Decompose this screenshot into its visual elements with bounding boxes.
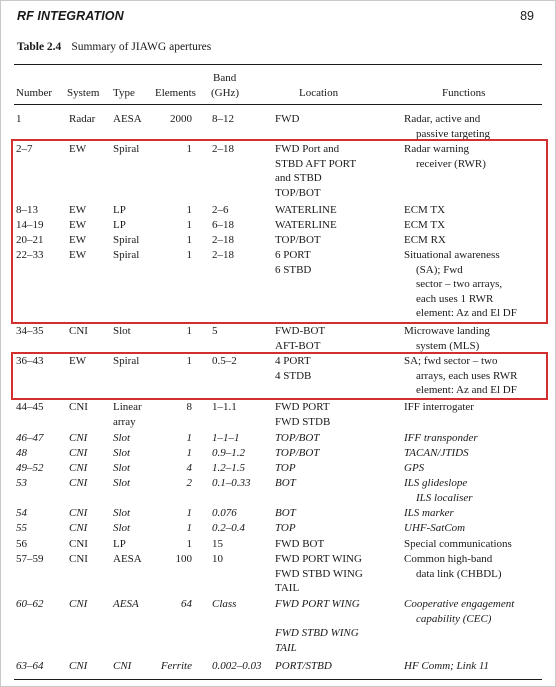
cell-location: 6 PORT [275,249,311,261]
cell-number: 44–45 [16,401,44,413]
cell-functions: UHF-SatCom [404,522,466,534]
cell-functions: Radar, active and [404,113,481,125]
cell-number: 2–7 [16,143,33,155]
cell-functions: IFF transponder [404,432,478,444]
cell-elements: 8 [186,401,192,413]
table-bottom-rule [14,679,542,680]
cell-number: 49–52 [16,462,44,474]
cell-system: CNI [69,522,88,534]
cell-elements: 2000 [170,113,192,125]
cell-type: Spiral [113,249,140,261]
cell-system: EW [69,204,87,216]
cell-band: 0.002–0.03 [212,660,262,672]
cell-system: CNI [69,325,88,337]
cell-location: TOP/BOT [275,432,320,444]
cell-functions: Special communications [404,538,512,550]
cell-system: EW [69,143,87,155]
cell-type: Slot [113,462,131,474]
cell-functions: HF Comm; Link 11 [404,660,490,672]
cell-band: 15 [212,538,223,550]
cell-number: 57–59 [16,553,44,565]
cell-functions: ILS localiser [416,491,473,504]
cell-type: array [113,415,136,428]
cell-elements: 1 [186,355,192,367]
cell-functions: (SA); Fwd [416,263,463,276]
cell-type: Slot [113,325,131,337]
cell-band: 0.2–0.4 [212,522,245,534]
cell-system: EW [69,249,87,261]
cell-band: Class [212,598,237,610]
cell-location: FWD BOT [275,538,325,550]
cell-functions: ECM RX [404,234,446,246]
cell-type: LP [113,219,126,231]
cell-type: Slot [113,447,131,459]
cell-system: Radar [69,113,96,125]
cell-number: 20–21 [16,234,44,246]
cell-functions: capability (CEC) [416,612,492,625]
cell-elements: 1 [186,219,192,231]
cell-location: TOP [275,522,296,534]
cell-number: 56 [16,538,27,550]
cell-band: 0.9–1.2 [212,447,245,459]
cell-location: PORT/STBD [275,660,332,672]
cell-elements: 64 [181,598,192,610]
cell-location: TOP/BOT [275,234,321,246]
cell-band: 2–6 [212,204,229,216]
cell-functions: element: Az and El DF [416,384,517,397]
cell-location: FWD [275,113,300,125]
cell-functions: Common high-band [404,553,493,565]
cell-functions: GPS [404,462,425,474]
cell-location: BOT [275,477,296,489]
cell-location: FWD STBD WING [275,567,363,580]
cell-number: 34–35 [16,325,44,337]
cell-location: and STBD [275,172,322,185]
cell-band: 6–18 [212,219,234,231]
page-number: 89 [520,9,534,23]
cell-type: Slot [113,477,131,489]
header-band: Band [213,72,237,84]
cell-location: STBD AFT PORT [275,157,357,170]
cell-band: 1.2–1.5 [212,462,245,474]
cell-functions: Microwave landing [404,325,490,337]
cell-type: Slot [113,432,131,444]
cell-functions: Radar warning [404,143,470,155]
header-type: Type [113,87,135,99]
cell-elements: 1 [186,522,192,534]
cell-type: Slot [113,522,131,534]
cell-type: AESA [113,598,139,610]
cell-functions: sector – two arrays, [416,278,503,291]
cell-functions: SA; fwd sector – two [404,355,498,367]
cell-location: 4 STDB [275,369,312,382]
table-caption [17,41,211,53]
header-elements: Elements [155,87,196,99]
cell-number: 48 [16,447,27,459]
cell-number: 1 [16,113,22,125]
cell-elements: 1 [186,507,192,519]
cell-band: 5 [212,325,218,337]
cell-number: 8–13 [16,204,38,216]
cell-functions: Cooperative engagement [404,598,515,610]
cell-location: TOP/BOT [275,447,320,459]
cell-location: BOT [275,507,296,519]
cell-band: 2–18 [212,234,234,246]
cell-location: 6 STBD [275,263,312,276]
cell-functions: element: Az and El DF [416,307,517,320]
cell-type: LP [113,538,126,550]
cell-number: 54 [16,507,27,519]
cell-system: CNI [69,598,88,610]
cell-functions: Situational awareness [404,249,500,261]
cell-system: EW [69,219,87,231]
cell-functions: TACAN/JTIDS [404,447,469,459]
cell-number: 55 [16,522,27,534]
cell-elements: 1 [186,143,192,155]
cell-number: 14–19 [16,219,44,231]
header-location: Location [299,87,339,99]
cell-location: TOP [275,462,296,474]
cell-elements: 1 [186,432,192,444]
cell-band: 2–18 [212,143,234,155]
cell-band: 0.5–2 [212,355,237,367]
cell-location: WATERLINE [275,204,337,216]
cell-functions: IFF interrogater [404,401,474,413]
cell-system: CNI [69,538,88,550]
header-number: Number [16,87,53,99]
header-functions: Functions [442,87,486,99]
cell-functions: passive targeting [416,127,491,140]
cell-system: EW [69,234,87,246]
cell-functions: receiver (RWR) [416,157,486,170]
cell-band: 2–18 [212,249,234,261]
cell-band: 8–12 [212,113,234,125]
cell-location: FWD STBD WING [275,627,359,640]
highlight-box-sa-group [11,352,548,400]
cell-location: FWD Port and [275,143,340,155]
cell-system: CNI [69,507,88,519]
cell-number: 22–33 [16,249,44,261]
cell-type: AESA [113,113,142,125]
cell-elements: 1 [186,538,192,550]
cell-functions: data link (CHBDL) [416,567,502,580]
cell-system: CNI [69,447,88,459]
cell-location: 4 PORT [275,355,311,367]
cell-functions: ECM TX [404,204,446,216]
cell-location: TAIL [275,641,297,654]
table-top-rule [14,64,542,65]
table-caption-text: Summary of JIAWG apertures [71,41,212,53]
header-system: System [67,87,100,99]
cell-system: CNI [69,660,88,672]
cell-system: CNI [69,401,88,413]
cell-elements: 1 [186,249,192,261]
cell-location: TOP/BOT [275,186,321,199]
table-caption-label: Table 2.4 [17,41,62,53]
cell-band: 1–1–1 [212,432,240,444]
cell-type: Linear [113,401,142,413]
cell-type: Slot [113,507,131,519]
cell-location: WATERLINE [275,219,337,231]
cell-location: FWD STDB [275,415,331,428]
cell-functions: each uses 1 RWR [416,292,494,305]
cell-number: 46–47 [16,432,44,444]
cell-type: Spiral [113,143,140,155]
cell-number: 60–62 [16,598,44,610]
cell-functions: arrays, each uses RWR [416,369,518,382]
table-header-rule [14,104,542,105]
cell-functions: system (MLS) [416,339,480,352]
cell-location: AFT-BOT [275,339,321,352]
cell-elements: 4 [186,462,192,474]
cell-location: FWD PORT WING [275,553,362,565]
cell-elements: 1 [186,447,192,459]
cell-system: CNI [69,553,88,565]
cell-elements: 100 [175,553,192,565]
header-band-unit: (GHz) [211,87,240,99]
cell-elements: 1 [186,234,192,246]
cell-system: CNI [69,462,88,474]
cell-location: FWD-BOT [275,325,326,337]
cell-system: CNI [69,432,88,444]
cell-band: 0.076 [212,507,237,519]
cell-band: 0.1–0.33 [212,477,251,489]
cell-functions: ILS marker [404,507,454,519]
cell-elements: 1 [186,325,192,337]
cell-functions: ILS glideslope [404,477,468,489]
cell-elements: 1 [186,204,192,216]
cell-type: LP [113,204,126,216]
cell-number: 36–43 [16,355,44,367]
cell-number: 53 [16,477,27,489]
cell-band: 10 [212,553,223,565]
cell-system: EW [69,355,87,367]
cell-location: FWD PORT WING [275,598,360,610]
cell-number: 63–64 [16,660,44,672]
cell-type: Spiral [113,355,140,367]
running-head: RF INTEGRATION [17,9,124,23]
cell-location: FWD PORT [275,401,330,413]
cell-type: Spiral [113,234,140,246]
cell-elements: Ferrite [160,660,192,672]
cell-functions: ECM TX [404,219,446,231]
cell-type: AESA [113,553,142,565]
cell-type: CNI [113,660,132,672]
highlight-box-ew-group [11,139,548,324]
cell-location: TAIL [275,582,300,595]
cell-system: CNI [69,477,88,489]
cell-elements: 2 [186,477,192,489]
cell-band: 1–1.1 [212,401,237,413]
